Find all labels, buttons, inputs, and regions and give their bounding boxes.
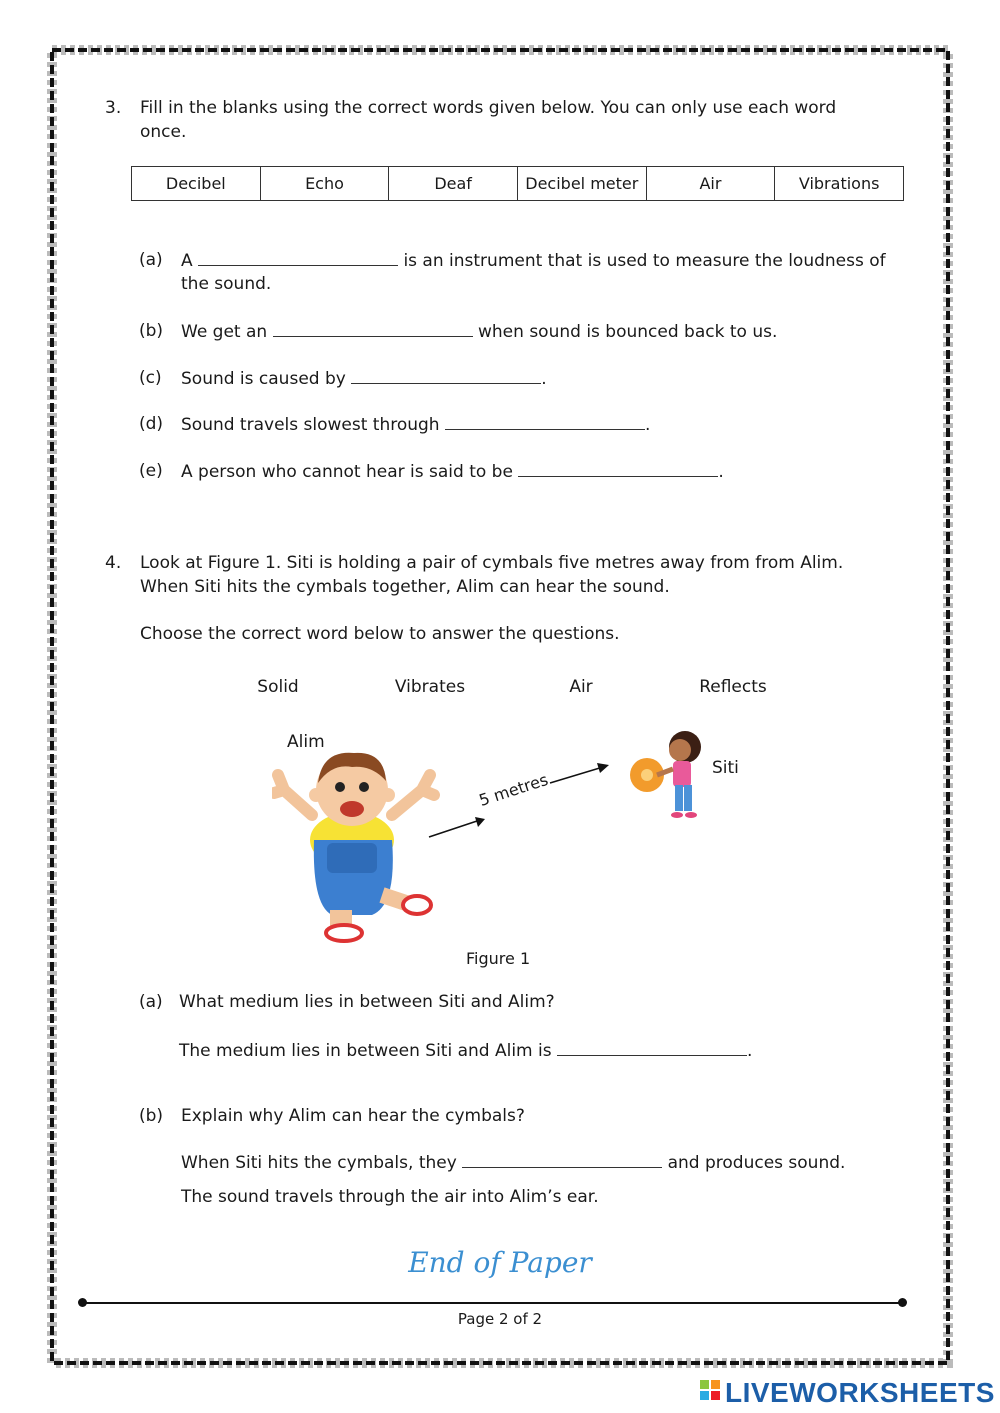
answer-4a-text-before: The medium lies in between Siti and Alim is	[179, 1041, 552, 1061]
question-3-number: 3.	[105, 98, 122, 118]
answer-blank-3d[interactable]	[445, 412, 645, 430]
alim-label: Alim	[287, 732, 325, 752]
question-3b	[181, 319, 777, 344]
word-choice: Vibrates	[394, 677, 466, 697]
word-bank-table	[131, 166, 904, 201]
brand-name: LIVEWORKSHEETS	[725, 1377, 995, 1408]
question-3b-text-before: We get an	[181, 322, 268, 342]
question-3e-text-after: .	[718, 462, 724, 482]
question-3d-text-after: .	[644, 415, 651, 435]
answer-blank-3b[interactable]	[273, 319, 473, 337]
distance-arrow	[425, 755, 625, 845]
word-bank-cell: Decibel meter	[517, 167, 646, 201]
word-choice: Air	[569, 677, 593, 697]
question-3e-text-before: A person who cannot hear is said to be	[181, 462, 513, 482]
word-choice: Reflects	[699, 677, 767, 697]
footer-line-dot-right	[898, 1298, 907, 1307]
answer-4b-text-before: When Siti hits the cymbals, they	[181, 1153, 457, 1173]
alim-illustration	[272, 745, 442, 945]
answer-4b-text-after: and produces sound.	[667, 1153, 846, 1173]
question-3-instruction: Fill in the blanks using the correct words given below. You can only use each word once.	[140, 98, 837, 142]
word-bank-cell: Echo	[260, 167, 389, 201]
item-label: (b)	[139, 1106, 164, 1126]
item-label: (e)	[139, 461, 163, 481]
question-3c-text-after: .	[541, 369, 547, 389]
question-3a	[181, 248, 886, 273]
question-4b: Explain why Alim can hear the cymbals?	[181, 1106, 525, 1126]
word-bank-cell: Vibrations	[775, 167, 904, 201]
question-4-choose: Choose the correct word below to answer the questions.	[140, 624, 620, 644]
question-4-intro-line2: When Siti hits the cymbals together, Alim can hear the sound.	[140, 577, 670, 597]
item-label: (b)	[139, 321, 164, 341]
answer-blank-3c[interactable]	[351, 366, 541, 384]
word-bank-cell: Air	[646, 167, 775, 201]
liveworksheets-logo-icon	[700, 1380, 722, 1406]
item-label: (c)	[139, 368, 162, 388]
question-3a-continuation: the sound.	[181, 274, 272, 294]
question-3c-text-before: Sound is caused by	[181, 369, 346, 389]
liveworksheets-brand[interactable]	[700, 1377, 995, 1409]
question-3c	[181, 366, 547, 391]
answer-4b-line2: The sound travels through the air into Alim’s ear.	[181, 1187, 599, 1207]
answer-4a-text-after: .	[747, 1041, 753, 1061]
question-4a: What medium lies in between Siti and Alim?	[179, 992, 555, 1012]
word-bank-cell: Deaf	[389, 167, 518, 201]
end-of-paper-heading: End of Paper	[408, 1246, 592, 1279]
answer-4b	[181, 1150, 845, 1175]
question-3a-text-before: A	[181, 251, 193, 271]
question-3b-text-after: when sound is bounced back to us.	[478, 322, 778, 342]
word-bank-cell: Decibel	[132, 167, 261, 201]
answer-blank-3a[interactable]	[198, 248, 398, 266]
siti-label: Siti	[712, 758, 739, 778]
question-3d-text-before: Sound travels slowest through	[181, 415, 440, 435]
answer-blank-3e[interactable]	[518, 459, 718, 477]
answer-blank-4a[interactable]	[557, 1038, 747, 1056]
figure-caption: Figure 1	[466, 949, 531, 968]
page-number: Page 2 of 2	[457, 1310, 543, 1328]
siti-illustration	[625, 725, 715, 825]
question-3a-text-after: is an instrument that is used to measure the loudness of	[403, 251, 886, 271]
question-3e	[181, 459, 724, 484]
item-label: (a)	[139, 992, 163, 1012]
distance-label: 5 metres	[476, 769, 551, 810]
answer-4a	[179, 1038, 752, 1063]
item-label: (d)	[139, 414, 164, 434]
question-3d	[181, 412, 650, 437]
question-4-intro-line1: Look at Figure 1. Siti is holding a pair of cymbals five metres away from from Alim.	[140, 553, 844, 573]
item-label: (a)	[139, 250, 163, 270]
word-choice: Solid	[257, 677, 299, 697]
question-4-number: 4.	[105, 553, 122, 573]
answer-blank-4b[interactable]	[462, 1150, 662, 1168]
footer-divider	[83, 1302, 903, 1304]
